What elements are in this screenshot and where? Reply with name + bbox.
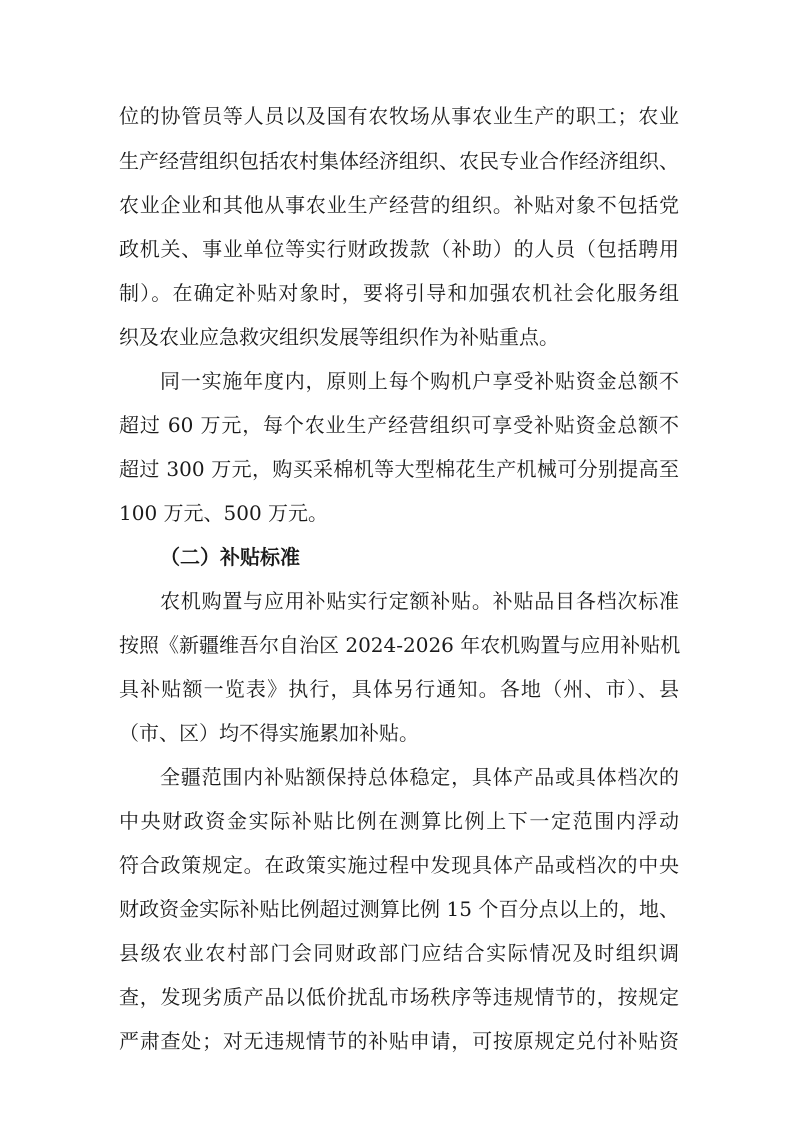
text-line: 农业企业和其他从事农业生产经营的组织。补贴对象不包括党 xyxy=(119,193,679,217)
text-line: 查，发现劣质产品以低价扰乱市场秩序等违规情节的，按规定 xyxy=(119,985,679,1009)
text-line: 全疆范围内补贴额保持总体稳定，具体产品或具体档次的 xyxy=(160,765,679,789)
text-line: 按照《新疆维吾尔自治区 2024-2026 年农机购置与应用补贴机 xyxy=(119,633,681,657)
text-line: 生产经营组织包括农村集体经济组织、农民专业合作经济组织、 xyxy=(119,149,679,173)
text-line: 农机购置与应用补贴实行定额补贴。补贴品目各档次标准 xyxy=(160,589,679,613)
text-line: 位的协管员等人员以及国有农牧场从事农业生产的职工；农业 xyxy=(119,104,679,128)
text-line: 制）。在确定补贴对象时，要将引导和加强农机社会化服务组 xyxy=(119,281,679,305)
text-line: 县级农业农村部门会同财政部门应结合实际情况及时组织调 xyxy=(119,941,679,965)
section-heading: （二）补贴标准 xyxy=(160,545,300,569)
text-line: 100 万元、500 万元。 xyxy=(119,501,329,525)
text-line: 中央财政资金实际补贴比例在测算比例上下一定范围内浮动 xyxy=(119,809,679,833)
text-line: 符合政策规定。在政策实施过程中发现具体产品或档次的中央 xyxy=(119,853,679,877)
text-line: 超过 300 万元，购买采棉机等大型棉花生产机械可分别提高至 xyxy=(119,457,679,481)
text-line: 同一实施年度内，原则上每个购机户享受补贴资金总额不 xyxy=(160,369,679,393)
text-line: 财政资金实际补贴比例超过测算比例 15 个百分点以上的，地、 xyxy=(119,897,679,921)
text-line: 织及农业应急救灾组织发展等组织作为补贴重点。 xyxy=(119,325,559,349)
text-line: 超过 60 万元，每个农业生产经营组织可享受补贴资金总额不 xyxy=(119,413,679,437)
text-line: 具补贴额一览表》执行，具体另行通知。各地（州、市）、县 xyxy=(119,677,679,701)
text-line: （市、区）均不得实施累加补贴。 xyxy=(119,721,419,745)
text-line: 政机关、事业单位等实行财政拨款（补助）的人员（包括聘用 xyxy=(119,237,679,261)
text-line: 严肃查处；对无违规情节的补贴申请，可按原规定兑付补贴资 xyxy=(119,1029,679,1053)
